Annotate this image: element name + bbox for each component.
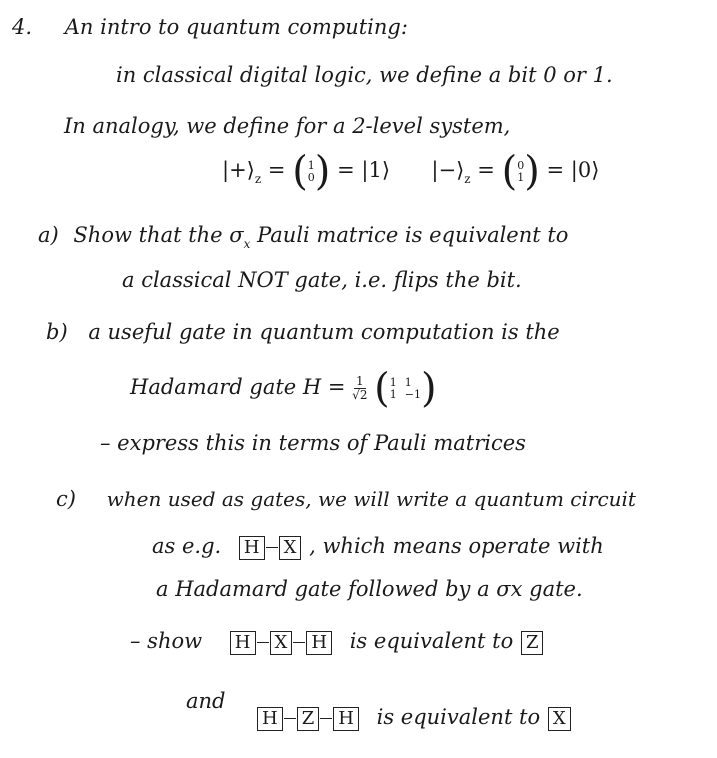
part-b-line-1: b) a useful gate in quantum computation is the [46,320,560,344]
intro-line-2: In analogy, we define for a 2-level system, [64,114,511,138]
ket-1: |1⟩ [361,158,391,182]
state-definition-equation: $|+⟩_z$ = ( 1 0 ) = |1⟩ $|-⟩_z$ = ( 0 1 ) = |0⟩ [222,148,600,195]
part-a-line-1: a) Show that the $\sigma_x$ Pauli matrice is equivalent to [38,223,569,251]
and-label: and [186,689,226,713]
part-c-label: c) [56,487,76,511]
part-a-line-2: a classical NOT gate, i.e. flips the bit. [122,268,522,292]
hadamard-matrix: 1 1 1 −1 [389,375,421,401]
circuit-hzh-line: H Z H is equivalent to X [256,704,572,731]
problem-title: An intro to quantum computing: [64,15,408,39]
part-b-label: b) [46,320,68,344]
hadamard-definition: Hadamard gate H = $\frac{1}{√2}$ ( 1 1 1 −1 ) [130,365,437,412]
circuit-hzh: H Z H [256,705,367,729]
eq-sign: = [267,158,286,182]
gate-h: H [239,536,265,560]
sub-z-minus: z [464,172,471,186]
ket-minus: |−⟩ [431,158,465,182]
one-over-root-two: $\frac{1}{√2}$ [352,374,368,402]
result-x: X [548,707,571,731]
part-a-label: a) [38,223,59,247]
sub-z-plus: z [254,172,262,186]
ket-0: |0⟩ [570,158,600,182]
ket-plus: |+⟩ [222,158,255,182]
column-vector-zero: 0 1 [517,158,525,184]
column-vector-one: 1 0 [307,158,315,184]
circuit-hxh: H X H [229,629,340,653]
part-c-line-3: a Hadamard gate followed by a σx gate. [156,577,583,601]
part-c-line-2: as e.g. H X , which means operate with [152,534,604,558]
example-circuit [238,534,309,558]
gate-x: X [279,536,302,560]
problem-number: 4. [12,15,33,39]
part-b-line-3: – express this in terms of Pauli matrices [100,431,526,455]
circuit-hxh-line: – show H X H is equivalent to Z [130,628,544,655]
result-z: Z [521,631,544,655]
part-c-line-1: c) when used as gates, we will write a quantum circuit [56,487,636,511]
problem-header [12,14,408,40]
intro-line-1: in classical digital logic, we define a bit 0 or 1. [116,63,613,87]
